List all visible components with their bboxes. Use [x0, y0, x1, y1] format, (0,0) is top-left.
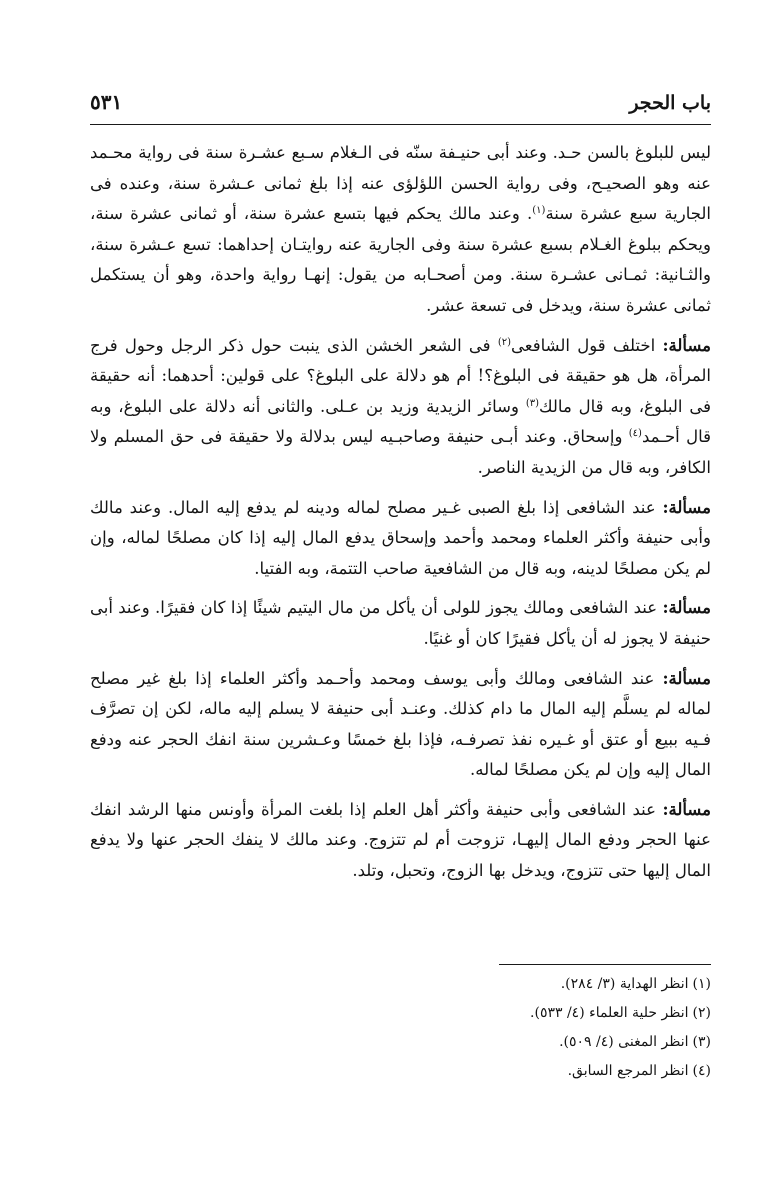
- footnote-text: انظر المرجع السابق.: [567, 1063, 689, 1079]
- footnote-number: (٣): [692, 1034, 711, 1050]
- paragraph-text: عند الشافعى ومالك وأبى يوسف ومحمد وأحـمد وأكثر العلماء إذا بلغ غير مصلح لماله لم يسلَّم إليه المال ما دام كذلك. وعنـد أبى حنيفة لا يسلم إليه ماله، لكن إن تصرَّف فـيه ببيع أو عتق أو غـيره نفذ تصرفـه، فإذا بلغ خمسًا وعـشرين سنة انفك الحجر عنه ودفع المال إليه وإن لم يكن مصلحًا لماله.: [90, 668, 711, 780]
- paragraph-text: عند الشافعى إذا بلغ الصبى غـير مصلح لماله ودينه لم يدفع إليه المال. وعند مالك وأبى حنيفة وأكثر العلماء ومحمد وأحمد وإسحاق يدفع المال إليه إذا كان مصلحًا لماله، وإن لم يكن مصلحًا لدينه، وبه قال من الشافعية صاحب التتمة، وبه الفتيا.: [90, 497, 711, 578]
- footnote-ref-1: (١): [532, 205, 546, 217]
- paragraph-text: وسائر الزيدية وزيد بن عـلى. والثانى أنه دلالة على البلوغ، وبه قال أحـمد: [90, 396, 712, 447]
- paragraph-text: . وعند مالك يحكم فيها بتسع عشرة سنة، أو ثمانى عشرة سنة، ويحكم ببلوغ الغـلام بسبع عشرة سنة وفى الجارية عنه روايتـان إحداهما: تسع عـشرة سنة، والثـانية: ثمـانى عشـرة سنة. ومن أصحـابه من يقول: إنهـا رواية واحدة، وهو أن يستكمل ثمانى عشرة سنة، ويدخل فى تسعة عشر.: [90, 204, 711, 315]
- footnote-4: [311, 1057, 711, 1086]
- issue-label: مسألة:: [662, 497, 711, 517]
- page-header: [90, 88, 711, 125]
- paragraph-issue-coarse-hair: [90, 331, 711, 484]
- footnote-text: انظر حلية العلماء (٤/ ٥٣٣).: [530, 1005, 689, 1021]
- footnote-number: (٢): [692, 1005, 711, 1021]
- paragraph-text: اختلف قول الشافعى: [511, 335, 663, 355]
- paragraph-issue-unfit-boy: [90, 493, 711, 585]
- issue-label: مسألة:: [662, 799, 711, 819]
- footnote-3: [311, 1028, 711, 1057]
- footnote-text: انظر المغنى (٤/ ٥٠٩).: [559, 1034, 689, 1050]
- footnote-text: انظر الهداية (٣/ ٢٨٤).: [560, 976, 689, 992]
- paragraph-issue-guardian-eating: [90, 593, 711, 654]
- paragraph-text: وإسحاق. وعند أبـى حنيفة وصاحبـيه ليس بدلالة ولا حقيقة فى حق المسلم ولا الكافر، وبه قال من الزيدية الناصر.: [90, 427, 711, 477]
- body-text: [90, 138, 711, 887]
- footnote-ref-4: (٤): [628, 428, 642, 440]
- running-title: باب الحجر: [629, 92, 711, 114]
- paragraph-text: ليس للبلوغ بالسن حـد. وعند أبى حنيـفة سنّه فى الـغلام سـبع عشـرة سنة فى رواية محـمد عنه وهو الصحيـح، وفى رواية الحسن اللؤلؤى عنه إذا بلغ ثمانى عـشرة سنة، وعنده فى الجارية سبع عشرة سنة: [90, 143, 712, 224]
- issue-label: مسألة:: [662, 598, 711, 618]
- paragraph-text: عند الشافعى ومالك يجوز للولى أن يأكل من مال اليتيم شيئًا إذا كان فقيرًا. وعند أبى حنيفة لا يجوز له أن يأكل فقيرًا كان أو غنيًا.: [90, 598, 711, 648]
- footnote-ref-3: (٣): [525, 397, 539, 409]
- footnote-separator: [499, 964, 711, 965]
- footnote-number: (١): [692, 976, 711, 992]
- footnotes: [311, 970, 711, 1086]
- paragraph-issue-woman-puberty: [90, 795, 711, 887]
- footnote-ref-2: (٢): [497, 336, 512, 348]
- issue-label: مسألة:: [662, 335, 712, 355]
- issue-label: مسألة:: [662, 668, 711, 688]
- paragraph-text: عند الشافعى وأبى حنيفة وأكثر أهل العلم إذا بلغت المرأة وأونس منها الرشد انفك عنها الحجر ودفع المال إليهـا، تزوجت أم لم تتزوج. وعند مالك لا ينفك الحجر عنها ولا يدفع المال إليها حتى تتزوج، ويدخل بها الزوج، وتحبل، وتلد.: [90, 799, 711, 881]
- footnote-1: [311, 970, 711, 999]
- footnote-2: [311, 999, 711, 1028]
- paragraph-issue-not-handing-money: [90, 664, 711, 786]
- paragraph-age-of-puberty: [90, 138, 711, 322]
- page-number: ٥٣١: [90, 90, 123, 114]
- paragraph-text: فى الشعر الخشن الذى ينبت حول ذكر الرجل وحول فرج المرأة، هل هو حقيقة فى البلوغ؟! أم هو دلالة على البلوغ؟ على قولين: أحدهما: أنه حقيقة فى البلوغ، وبه قال مالك: [90, 335, 711, 416]
- footnote-number: (٤): [692, 1063, 711, 1079]
